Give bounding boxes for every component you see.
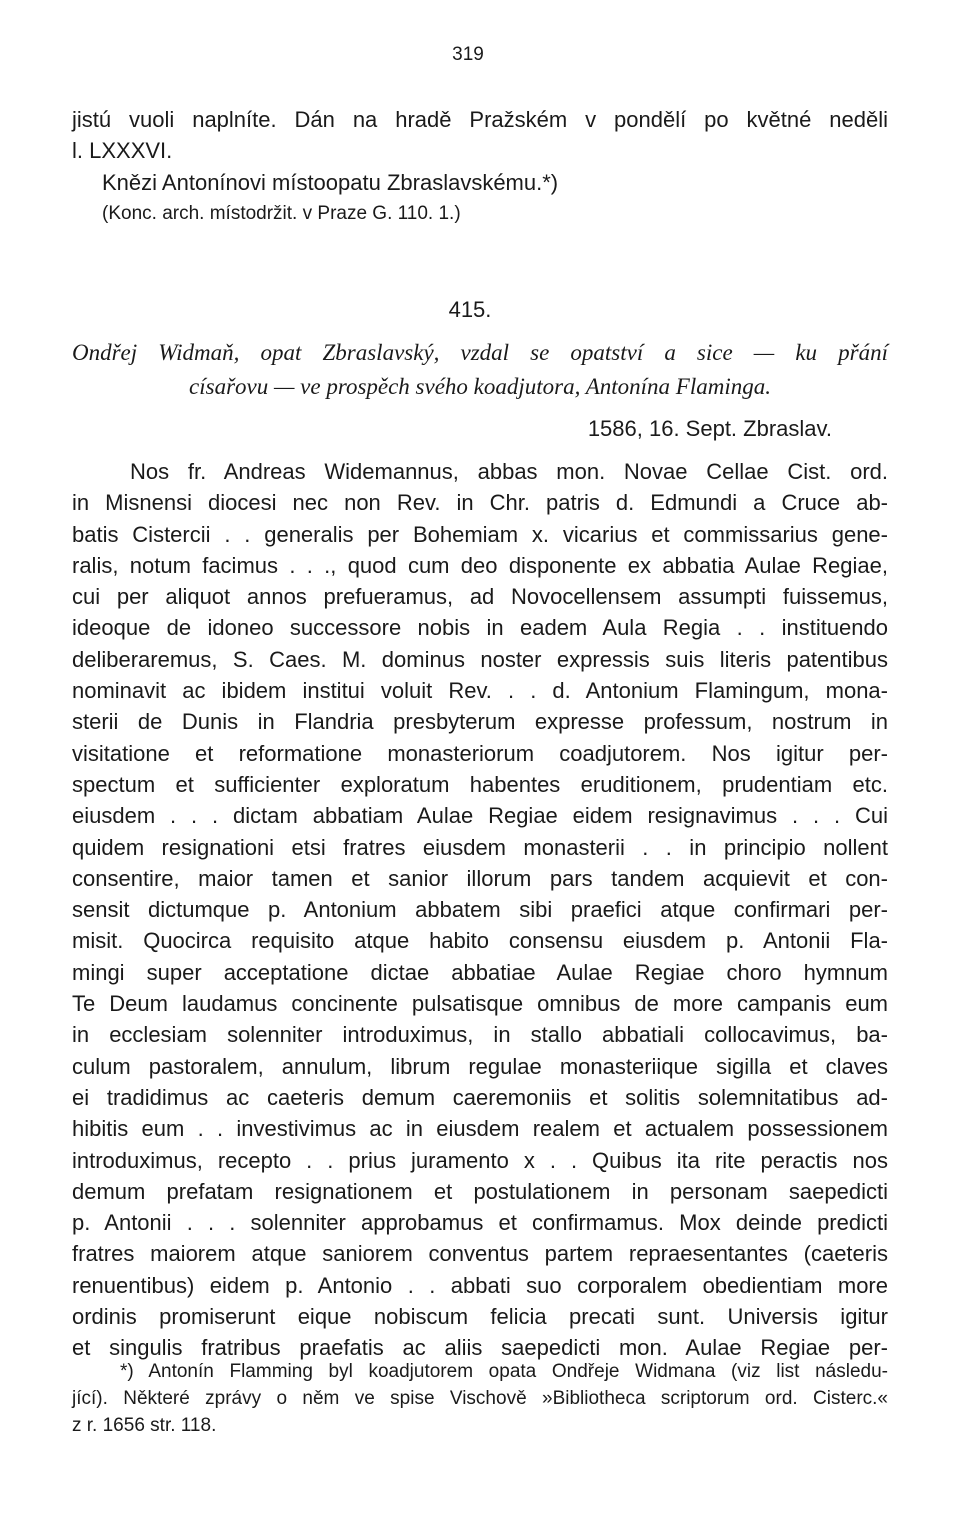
body-line: ralis, notum facimus . . ., quod cum deo disponente ex abbatia Aulae Regiae, bbox=[72, 552, 888, 578]
body-line: introduximus, recepto . . prius juramento x . . Quibus ita rite peractis nos bbox=[72, 1147, 888, 1173]
body-line: sensit dictumque p. Antonium abbatem sibi praefici atque confirmari per- bbox=[72, 897, 888, 923]
body-line: batis Cistercii . . generalis per Bohemiam x. vicarius et commissarius gene- bbox=[72, 521, 888, 547]
footnote bbox=[72, 1358, 888, 1439]
document-heading bbox=[72, 336, 888, 404]
previous-document-end bbox=[72, 104, 888, 229]
body-line: in ecclesiam solenniter introduximus, in stallo abbatiali collocavimus, ba- bbox=[72, 1022, 888, 1048]
body-line: consentire, maior tamen et sanior illorum pars tandem acquievit et con- bbox=[72, 865, 888, 891]
document-body bbox=[72, 456, 888, 1364]
body-line: cui per aliquot annos prefueramus, ad Novocellensem assumpti fuissemus, bbox=[72, 584, 888, 610]
body-line: eiusdem . . . dictam abbatiam Aulae Regiae eidem resignavimus . . . Cui bbox=[72, 803, 888, 829]
body-line: deliberaremus, S. Caes. M. dominus noster expressis suis literis patentibus bbox=[72, 646, 888, 672]
body-line: culum pastoralem, annulum, librum regulae monasteriique sigilla et claves bbox=[72, 1053, 888, 1079]
body-line: hibitis eum . . investivimus ac in eiusdem realem et actualem possessionem bbox=[72, 1116, 888, 1142]
body-line: Nos fr. Andreas Widemannus, abbas mon. Novae Cellae Cist. ord. bbox=[130, 459, 888, 484]
body-line: ordinis promiserunt eique nobiscum felicia precati sunt. Universis igitur bbox=[72, 1304, 888, 1330]
body-line: nominavit ac ibidem institui voluit Rev. . . d. Antonium Flamingum, mona- bbox=[72, 678, 888, 704]
body-line: demum prefatam resignationem et postulationem in personam saepedicti bbox=[72, 1178, 888, 1204]
body-line: fratres maiorem atque saniorem conventus partem repraesentantes (caeteris bbox=[72, 1241, 888, 1267]
body-line: Te Deum laudamus concinente pulsatisque omnibus de more campanis eum bbox=[72, 991, 888, 1017]
body-line: p. Antonii . . . solenniter approbamus et confirmamus. Mox deinde predicti bbox=[72, 1210, 888, 1236]
body-line: ei tradidimus ac caeteris demum caeremoniis et solitis solemnitatibus ad- bbox=[72, 1084, 888, 1110]
footnote-line: z r. 1656 str. 118. bbox=[72, 1415, 217, 1436]
body-line: ideoque de idoneo successore nobis in eadem Aula Regia . . instituendo bbox=[72, 615, 888, 641]
page-number: 319 bbox=[452, 44, 484, 65]
body-line: quidem resignationi etsi fratres eiusdem monasterii . . in principio nollent bbox=[72, 834, 888, 860]
body-line: misit. Quocirca requisito atque habito consensu eiusdem p. Antonii Fla- bbox=[72, 928, 888, 954]
footnote-line: *) Antonín Flamming byl koadjutorem opata Ondřeje Widmana (viz list následu- bbox=[120, 1361, 888, 1382]
footnote-line: jící). Některé zprávy o něm ve spise Vischově »Bibliotheca scriptorum ord. Cisterc.« bbox=[72, 1388, 888, 1409]
body-line: in Misnensi diocesi nec non Rev. in Chr. patris d. Edmundi a Cruce ab- bbox=[72, 490, 888, 516]
body-line: et singulis fratribus praefatis ac aliis saepedicti mon. Aulae Regiae per- bbox=[72, 1335, 888, 1361]
heading-line: císařovu — ve prospěch svého koadjutora, Antonína Flaminga. bbox=[189, 374, 771, 399]
text-line: jistú vuoli naplníte. Dán na hradě Pražském v pondělí po květné neděli bbox=[72, 107, 888, 132]
archive-source-line: (Konc. arch. místodržit. v Praze G. 110. 1.) bbox=[102, 202, 461, 224]
text-line: l. LXXXVI. bbox=[72, 138, 173, 164]
heading-line: Ondřej Widmaň, opat Zbraslavský, vzdal se opatství a sice — ku přání bbox=[72, 340, 888, 365]
addressee-line: Knězi Antonínovi místoopatu Zbraslavskému.*) bbox=[102, 169, 559, 195]
document-number: 415. bbox=[448, 297, 492, 322]
body-line: renuentibus) eidem p. Antonio . . abbati suo corporalem obedientiam more bbox=[72, 1272, 888, 1298]
body-line: sterii de Dunis in Flandria presbyterum expresse professum, nostrum in bbox=[72, 709, 888, 735]
dateline: 1586, 16. Sept. Zbraslav. bbox=[587, 416, 832, 441]
body-line: spectum et sufficienter exploratum habentes eruditionem, prudentiam etc. bbox=[72, 771, 888, 797]
body-line: mingi super acceptatione dictae abbatiae Aulae Regiae choro hymnum bbox=[72, 959, 888, 985]
body-line: visitatione et reformatione monasteriorum coadjutorem. Nos igitur per- bbox=[72, 740, 888, 766]
